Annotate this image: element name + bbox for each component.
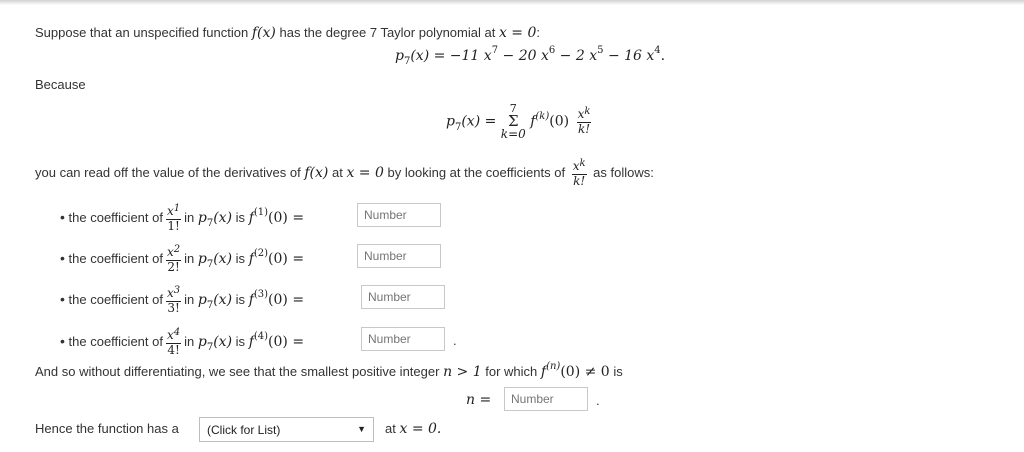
conclusion-post: is (613, 364, 623, 379)
is-text: is (235, 209, 246, 225)
poly-subscript: 7 (206, 299, 214, 311)
derivative-f: f (248, 250, 254, 267)
poly-subscript: 7 (403, 56, 411, 67)
is-text: is (235, 291, 246, 307)
in-text: in (184, 209, 195, 225)
bullet-dot: • (60, 332, 65, 349)
sum-f-arg: (0) (549, 113, 570, 130)
n-end: . (596, 393, 600, 408)
poly-term-exponent: 4 (654, 45, 661, 56)
sum-fraction (577, 108, 592, 135)
chevron-down-icon: ▼ (357, 424, 366, 434)
poly-term-exponent: 7 (491, 45, 499, 56)
frac-num-exp: 3 (173, 285, 181, 296)
read-off-func: f(x) (304, 164, 329, 181)
read-off-cond: x = 0 (346, 164, 384, 181)
coefficient-lead: the coefficient of (68, 291, 163, 307)
coefficient-row (60, 287, 304, 314)
coefficient-fraction (166, 246, 181, 273)
poly-symbol: p (197, 291, 207, 308)
in-text: in (184, 250, 195, 266)
coefficient-lead: the coefficient of (68, 250, 163, 266)
read-off-text: you can read off the value of the derivatives of (35, 164, 301, 180)
intro-text: Suppose that an unspecified function (35, 25, 249, 40)
conclusion-line (35, 361, 623, 380)
hence-text: Hence the function has a (35, 421, 179, 436)
conclusion-f-exp: (n) (546, 361, 561, 372)
is-text: is (235, 250, 246, 266)
derivative-input[interactable] (357, 203, 441, 227)
derivative-input[interactable] (361, 327, 445, 351)
is-text: is (235, 333, 246, 349)
derivative-arg: (0) = (268, 250, 305, 267)
in-text: in (184, 291, 195, 307)
derivative-arg: (0) = (268, 291, 305, 308)
poly-symbol: p (395, 48, 404, 64)
derivative-f: f (248, 291, 254, 308)
derivative-order: (2) (253, 247, 269, 259)
coefficient-fraction (166, 205, 181, 232)
taylor-polynomial (395, 45, 666, 67)
row-end: . (453, 333, 457, 348)
because-label: Because (35, 77, 86, 92)
poly-subscript: 7 (206, 341, 214, 353)
conclusion-text: And so without differentiating, we see that the smallest positive integer (35, 364, 440, 379)
n-label: n = (466, 392, 492, 408)
derivative-f: f (248, 209, 254, 226)
frac-den: 2! (167, 260, 180, 274)
in-text: in (184, 333, 195, 349)
poly-symbol: p (197, 333, 207, 350)
sum-lhs-sub: 7 (454, 121, 462, 133)
conclusion-cond: n > 1 (443, 364, 482, 380)
sum-lower: k=0 (500, 127, 526, 141)
coefficient-fraction (166, 329, 181, 356)
poly-subscript: 7 (206, 258, 214, 270)
coefficient-lead: the coefficient of (68, 209, 163, 225)
sum-lhs-arg: (x) = (461, 113, 497, 130)
frac-num-exp: 4 (173, 327, 181, 338)
bullet-dot: • (60, 208, 65, 225)
select-value: (Click for List) (207, 423, 281, 437)
hence-at-text: at (385, 421, 396, 436)
poly-subscript: 7 (206, 217, 214, 229)
derivative-order: (1) (253, 206, 269, 218)
poly-arg: (x) = (410, 48, 446, 64)
poly-arg: (x) (213, 209, 233, 226)
derivative-f: f (248, 333, 254, 350)
poly-term-exponent: 5 (597, 45, 604, 56)
conclusion-mid: for which (485, 364, 538, 379)
frac-den: 1! (167, 219, 180, 233)
sigma-symbol: Σ (507, 112, 519, 130)
frac-den: k! (573, 174, 586, 188)
derivative-order: (4) (253, 330, 269, 342)
coefficient-row (60, 246, 304, 273)
poly-terms (449, 45, 661, 64)
sum-f-exp: (k) (535, 110, 550, 122)
poly-symbol: p (197, 209, 207, 226)
poly-symbol: p (197, 250, 207, 267)
intro-line (35, 25, 540, 41)
bullet-dot: • (60, 290, 65, 307)
classification-select[interactable] (199, 417, 374, 442)
frac-num: x (166, 204, 174, 218)
frac-den: 4! (167, 343, 180, 357)
poly-arg: (x) (213, 250, 233, 267)
top-shadow (0, 0, 1024, 5)
frac-num: x (166, 245, 174, 259)
frac-num-exp: 2 (173, 244, 181, 255)
frac-num: x (166, 328, 174, 342)
coefficient-fraction (166, 287, 181, 314)
hence-cond: x = 0. (399, 421, 442, 437)
bullet-dot: • (60, 249, 65, 266)
intro-colon: : (536, 25, 541, 40)
frac-num-exp: 1 (173, 203, 181, 214)
read-off-fraction (572, 160, 587, 187)
function-symbol: f(x) (251, 25, 276, 41)
frac-den: 3! (167, 301, 180, 315)
coefficient-row (60, 205, 304, 232)
coefficient-lead: the coefficient of (68, 333, 163, 349)
frac-num: x (572, 159, 580, 173)
read-off-at: at (331, 164, 343, 180)
poly-term: − 20 x (498, 48, 549, 64)
derivative-arg: (0) = (268, 333, 305, 350)
read-off-line (35, 160, 654, 187)
derivative-arg: (0) = (268, 209, 305, 226)
sigma-block (501, 102, 526, 141)
sum-f: f (530, 113, 536, 130)
frac-den: k! (577, 122, 591, 136)
poly-term: − 2 x (555, 48, 598, 64)
sum-upper: 7 (509, 102, 517, 115)
derivative-input[interactable] (357, 244, 441, 268)
frac-num-exp: k (579, 158, 586, 169)
frac-num: x (577, 107, 585, 121)
hence-at (385, 421, 441, 437)
derivative-order: (3) (253, 288, 269, 300)
poly-arg: (x) (213, 291, 233, 308)
poly-term-exponent: 6 (548, 45, 556, 56)
read-off-mid: by looking at the coefficients of (387, 164, 566, 180)
n-input[interactable] (504, 387, 588, 411)
intro-mid-text: has the degree 7 Taylor polynomial at (279, 25, 496, 40)
conclusion-f-arg: (0) ≠ 0 (560, 364, 610, 380)
derivative-input[interactable] (361, 285, 445, 309)
expansion-point: x = 0 (498, 25, 537, 41)
poly-end: . (660, 48, 666, 64)
poly-term: −11 x (449, 48, 492, 64)
sum-lhs: p (446, 113, 455, 130)
taylor-sum-formula (446, 102, 594, 141)
frac-num-exp: k (584, 106, 591, 117)
coefficient-row (60, 329, 304, 356)
read-off-post: as follows: (593, 164, 654, 180)
poly-term: − 16 x (603, 48, 655, 64)
conclusion-f: f (540, 364, 547, 380)
poly-arg: (x) (213, 333, 233, 350)
frac-num: x (166, 286, 174, 300)
